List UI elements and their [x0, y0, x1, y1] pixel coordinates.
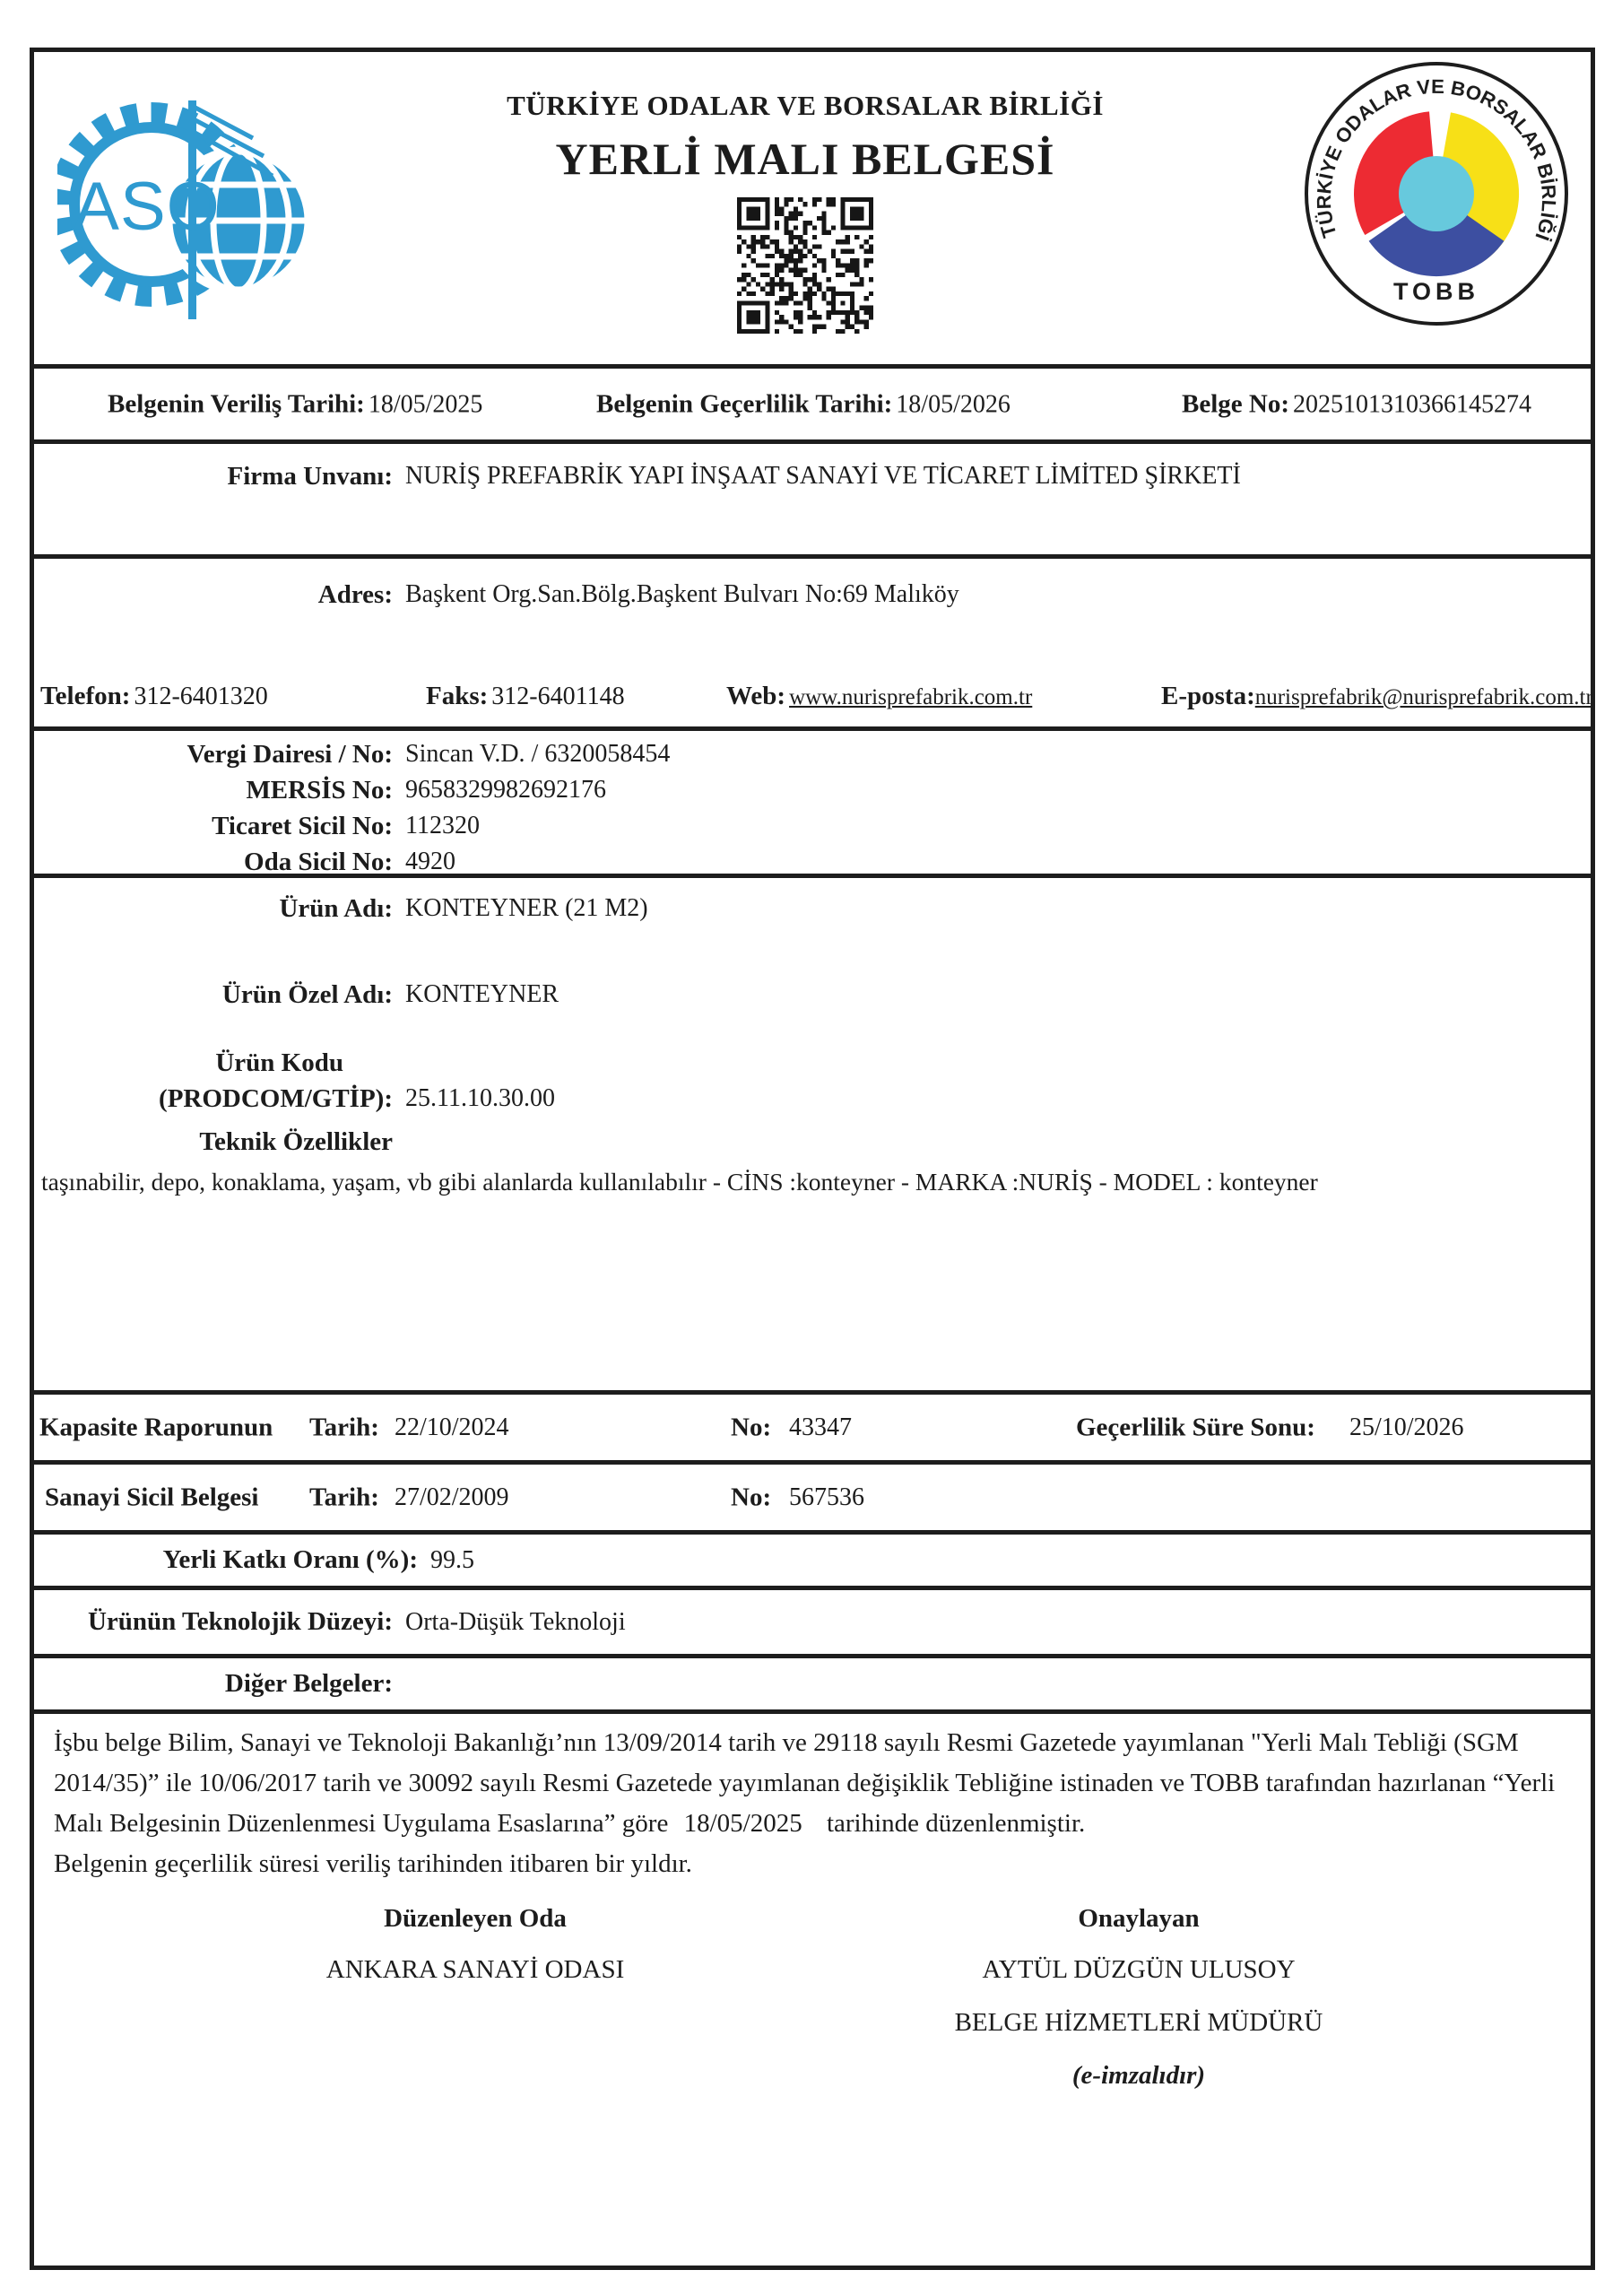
tech-level-label: Ürünün Teknolojik Düzeyi: — [87, 1607, 393, 1636]
mersis-value: 9658329982692176 — [405, 776, 606, 804]
industry-date-label: Tarih: — [309, 1483, 379, 1511]
mersis-row — [34, 772, 1591, 808]
address-value: Başkent Org.San.Bölg.Başkent Bulvarı No:69 Malıköy — [405, 580, 959, 608]
issuer-name: ANKARA SANAYİ ODASI — [325, 1955, 625, 1984]
tech-specs-header-row — [34, 1124, 1591, 1160]
validity-date-field — [596, 389, 1010, 419]
issue-date-value: 18/05/2025 — [368, 390, 483, 418]
legal-section — [34, 1709, 1591, 2266]
tech-level-row — [34, 1586, 1591, 1654]
fax-value: 312-6401148 — [491, 683, 625, 710]
local-content-value: 99.5 — [430, 1545, 474, 1574]
document-title: YERLİ MALI BELGESİ — [555, 134, 1055, 184]
capacity-no-value: 43347 — [789, 1413, 852, 1441]
approver-name: AYTÜL DÜZGÜN ULUSOY — [982, 1955, 1296, 1984]
industry-no-value: 567536 — [789, 1483, 864, 1511]
capacity-no-label: No: — [731, 1413, 772, 1441]
capacity-date-value: 22/10/2024 — [395, 1413, 509, 1441]
company-name-label: Firma Unvanı: — [227, 462, 393, 491]
header-section — [34, 52, 1591, 364]
product-code-value: 25.11.10.30.00 — [405, 1084, 555, 1112]
company-name-value: NURİŞ PREFABRİK YAPI İNŞAAT SANAYİ VE TİCARET LİMİTED ŞİRKETİ — [405, 462, 1241, 490]
validity-date-label: Belgenin Geçerlilik Tarihi: — [596, 389, 893, 418]
email-field — [1161, 682, 1593, 711]
approver-role: BELGE HİZMETLERİ MÜDÜRÜ — [954, 2008, 1323, 2037]
web-link[interactable]: www.nurisprefabrik.com.tr — [789, 685, 1033, 709]
issue-date-field — [108, 389, 482, 419]
mersis-label: MERSİS No: — [246, 776, 393, 804]
certificate-document — [30, 48, 1595, 2270]
fax-label: Faks: — [426, 682, 489, 710]
tobb-ring-text: TÜRKİYE ODALAR VE BORSALAR BİRLİĞİ — [1312, 74, 1561, 244]
aso-chamber-logo — [57, 70, 308, 339]
contact-row — [34, 682, 1591, 719]
product-special-name-row — [34, 977, 1591, 1013]
industry-registry-row — [34, 1460, 1591, 1530]
address-row — [34, 554, 1591, 726]
signatures-row — [54, 1904, 1566, 2091]
legal-text-before-date: İşbu belge Bilim, Sanayi ve Teknoloji Bakanlığı’nın 13/09/2014 tarih ve 29118 sayılı Resmi Gazetede yayımlanan "Yerli Malı Tebliği (SGM 2014/35)” ile 10/06/2017 tarih ve 30092 sayılı Resmi Gazetede yayımlanan değişiklik Tebliğine istinaden ve TOBB tarafından hazırlanan “Yerli Malı Belgesinin Düzenlenmesi Uygulama Esaslarına” göre — [54, 1728, 1556, 1838]
e-signature-note: (e-imzalıdır) — [1071, 2061, 1206, 2090]
approver-title: Onaylayan — [1078, 1904, 1200, 1933]
doc-no-label: Belge No: — [1182, 389, 1289, 418]
other-docs-row — [34, 1654, 1591, 1709]
product-special-name-value: KONTEYNER — [405, 980, 559, 1008]
tech-level-value: Orta-Düşük Teknoloji — [405, 1607, 626, 1636]
tech-specs-value: taşınabilir, depo, konaklama, yaşam, vb gibi alanlarda kullanılabılır - CİNS :konteyner - MARKA :NURİŞ - MODEL : konteyner — [41, 1168, 1318, 1196]
organization-title: TÜRKİYE ODALAR VE BORSALAR BİRLİĞİ — [507, 90, 1104, 121]
capacity-expiry-value: 25/10/2026 — [1349, 1413, 1464, 1441]
address-label: Adres: — [317, 580, 393, 609]
legal-text-after-date: tarihinde düzenlenmiştir. — [826, 1809, 1086, 1838]
product-code-label — [34, 1045, 393, 1117]
approver-column — [816, 1904, 1462, 2091]
product-section — [34, 874, 1591, 1390]
chamber-registry-label: Oda Sicil No: — [244, 848, 393, 876]
capacity-report-title: Kapasite Raporunun — [39, 1413, 273, 1441]
web-field — [726, 682, 1032, 711]
tax-office-row — [34, 736, 1591, 772]
tax-office-label: Vergi Dairesi / No: — [186, 740, 393, 769]
capacity-date-label: Tarih: — [309, 1413, 379, 1441]
doc-no-value: 2025101310366145274 — [1293, 390, 1531, 418]
local-content-label: Yerli Katkı Oranı (%): — [162, 1545, 418, 1574]
trade-registry-label: Ticaret Sicil No: — [212, 812, 393, 840]
tobb-logo — [1302, 59, 1571, 328]
product-code-row — [34, 1045, 1591, 1117]
phone-label: Telefon: — [40, 682, 131, 710]
legal-paragraph — [54, 1723, 1566, 1844]
issuer-column — [188, 1904, 762, 2091]
header-titles — [308, 52, 1302, 364]
product-name-label: Ürün Adı: — [279, 894, 393, 923]
issuer-title: Düzenleyen Oda — [384, 1904, 567, 1933]
other-docs-label: Diğer Belgeler: — [224, 1669, 393, 1698]
trade-registry-row — [34, 808, 1591, 844]
industry-registry-title: Sanayi Sicil Belgesi — [45, 1483, 259, 1511]
issue-date-label: Belgenin Veriliş Tarihi: — [108, 389, 365, 418]
web-label: Web: — [726, 682, 786, 710]
phone-field — [40, 682, 268, 711]
qr-code-svg — [737, 197, 873, 334]
product-name-row — [34, 891, 1591, 926]
aso-logo-text: ASO — [74, 169, 221, 245]
doc-no-field — [1182, 389, 1531, 419]
industry-no-label: No: — [731, 1483, 772, 1511]
registry-section — [34, 726, 1591, 874]
tax-office-value: Sincan V.D. / 6320058454 — [405, 740, 671, 768]
validity-date-value: 18/05/2026 — [896, 390, 1010, 418]
phone-value: 312-6401320 — [134, 683, 268, 710]
trade-registry-value: 112320 — [405, 812, 480, 839]
validity-note: Belgenin geçerlilik süresi veriliş tarihinden itibaren bir yıldır. — [54, 1849, 692, 1878]
tech-specs-label: Teknik Özellikler — [199, 1127, 393, 1156]
local-content-row — [34, 1530, 1591, 1586]
chamber-registry-value: 4920 — [405, 848, 455, 875]
email-label: E-posta: — [1161, 682, 1255, 710]
fax-field — [426, 682, 625, 711]
legal-inline-date: 18/05/2025 — [683, 1809, 802, 1838]
company-name-row — [34, 439, 1591, 554]
product-code-label-line1: Ürün Kodu — [215, 1048, 343, 1077]
industry-date-value: 27/02/2009 — [395, 1483, 509, 1511]
email-link[interactable]: nurisprefabrik@nurisprefabrik.com.tr — [1254, 685, 1593, 709]
tobb-label-text: TOBB — [1392, 278, 1480, 305]
capacity-expiry-label: Geçerlilik Süre Sonu: — [1076, 1413, 1315, 1441]
dates-row — [34, 364, 1591, 439]
product-name-value: KONTEYNER (21 M2) — [405, 894, 648, 922]
capacity-report-row — [34, 1390, 1591, 1460]
product-code-label-line2: (PRODCOM/GTİP): — [159, 1084, 393, 1113]
product-special-name-label: Ürün Özel Adı: — [221, 980, 393, 1009]
